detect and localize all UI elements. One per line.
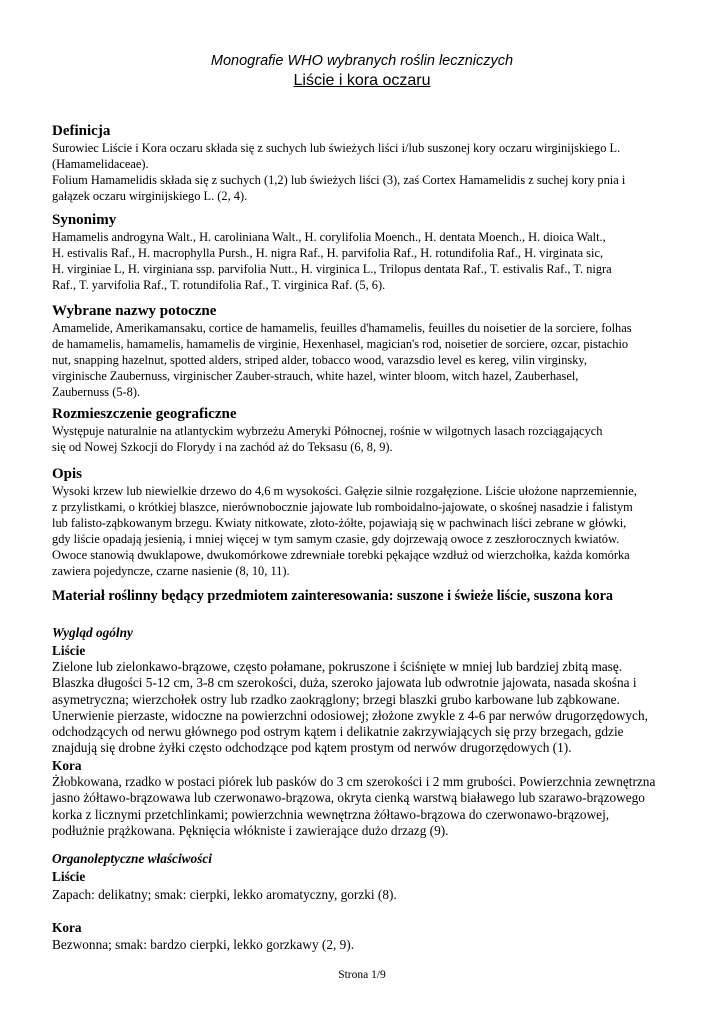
text-line: Surowiec Liście i Kora oczaru składa się z suchych lub świeżych liści i/lub suszonej kory oczaru wirginijskiego L. — [52, 141, 621, 155]
section-kora-organoleptyczne — [52, 920, 682, 953]
text-line: (Hamamelidaceae). — [52, 157, 149, 171]
text-line: Owoce stanowią dwuklapowe, dwukomórkowe zdrewniałe torebki pękające wzdłuż od wierzchołka, każda komórka — [52, 548, 630, 562]
section-heading-definicja: Definicja — [52, 123, 111, 139]
section-opis — [52, 466, 682, 579]
text-line: się od Nowej Szkocji do Florydy i na zachód aż do Teksasu (6, 8, 9). — [52, 440, 393, 454]
section-definicja — [52, 123, 682, 204]
subheading-kora: Kora — [52, 920, 82, 935]
text-line: lub falisto-ząbkowanym brzegu. Kwiaty nitkowate, złoto-żółte, pojawiają się w pachwinach liści zebrane w główki, — [52, 516, 627, 530]
text-line: Amamelide, Amerikamansaku, cortice de hamamelis, feuilles d'hamamelis, feuilles du noisetier de la sorciere, folhas — [52, 321, 632, 335]
text-line: Raf., T. yarvifolia Raf., T. rotundifolia Raf., T. virginica Raf. (5, 6). — [52, 278, 386, 292]
text-line: zawiera pojedyncze, czarne nasienie (8, 10, 11). — [52, 564, 290, 578]
page-number: Strona 1/9 — [338, 969, 386, 981]
subsection-heading-wyglad: Wygląd ogólny — [52, 625, 133, 640]
text-line: nut, snapping hazelnut, spotted alders, striped alder, tobacco wood, varazsdio level es kereg, vilin virginsky, — [52, 353, 587, 367]
section-wyglad-ogolny — [52, 625, 682, 757]
text-line: korka z licznymi przetchlinkami; powierzchnia wewnętrzna żółtawo-brązowa do czerwonawo-brązowej, — [52, 806, 610, 822]
section-nazwy-potoczne — [52, 303, 682, 400]
text-line: de hamamelis, hamamelis, hamamelis de virginie, Hexenhasel, magician's rod, noisetier de sorciere, ozcar, pistachio — [52, 337, 629, 351]
subsection-heading-organoleptyczne: Organoleptyczne właściwości — [52, 851, 212, 866]
section-heading-rozmieszczenie: Rozmieszczenie geograficzne — [52, 406, 237, 422]
text-line: Zielone lub zielonkawo-brązowe, często połamane, pokruszone i ściśnięte w mniej lub bardziej zbitą masę. — [52, 659, 623, 674]
text-line: Unerwienie pierzaste, widoczne na powierzchni odosiowej; złożone zwykle z 4-6 par nerwów drugorzędowych, — [52, 707, 648, 723]
section-text-definicja — [52, 140, 682, 204]
text-line: Zaubernuss (5-8). — [52, 385, 141, 399]
text-line: Występuje naturalnie na atlantyckim wybrzeżu Ameryki Północnej, rośnie w wilgotnych lasach rozciągających — [52, 424, 603, 438]
section-heading-synonimy: Synonimy — [52, 212, 117, 228]
text-line: gdy liście opadają jesienią, i mniej więcej w tym samym czasie, gdy dojrzewają owoce z zeszłorocznych kwiatów. — [52, 532, 620, 546]
section-text-synonimy — [52, 229, 682, 293]
subheading-liscie: Liście — [52, 869, 86, 884]
series-title: Monografie WHO wybranych roślin leczniczych — [210, 53, 514, 69]
text-line: virginische Zaubernuss, virginischer Zauber-strauch, white hazel, winter bloom, witch hazel, Zauberhasel, — [52, 369, 579, 383]
section-text-opis — [52, 483, 682, 579]
text-line: gałązek oczaru wirginijskiego L. (2, 4). — [52, 189, 248, 203]
text-line: Folium Hamamelidis składa się z suchych (1,2) lub świeżych liści (3), zaś Cortex Hamamelidis z suchej kory pnia i — [52, 173, 626, 187]
text-line: jasno żółtawo-brązowawa lub czerwonawo-brązowa, okryta cienką warstwą białawego lub szarawo-brązowego — [52, 790, 645, 806]
subheading-liscie: Liście — [52, 643, 86, 658]
page-title: Liście i kora oczaru — [293, 72, 431, 89]
section-material — [52, 588, 682, 605]
section-heading-nazwy: Wybrane nazwy potoczne — [52, 303, 217, 319]
text-line: H. virginiae L, H. virginiana ssp. parvifolia Nutt., H. virginica L., Trilopus dentata Raf., T. estivalis Raf., T. nigra — [52, 262, 612, 276]
text-line: H. estivalis Raf., H. macrophylla Pursh., H. nigra Raf., H. parvifolia Raf., H. rotundifolia Raf., H. virginata sic, — [52, 246, 604, 260]
text-line: znajdują się drobne żyłki często odchodzące pod kątem prostym od nerwów drugorzędowych (1). — [52, 740, 572, 756]
section-organoleptyczne — [52, 851, 682, 903]
text-line: z przylistkami, o krótkiej blaszce, nierównobocznie jajowate lub romboidalno-jajowate, o skośnej nasadzie i falistym — [52, 500, 633, 514]
text-line: podłużnie prążkowana. Pęknięcia włókniste i zawierające dużo drzazg (9). — [52, 822, 449, 838]
text-line: asymetryczna; wierzchołek ostry lub rzadko zaokrąglony; brzegi blaszki grubo karbowane lub ząbkowane. — [52, 691, 620, 707]
text-line: Blaszka długości 5-12 cm, 3-8 cm szerokości, duża, szeroko jajowata lub odwrotnie jajowata, nasada skośna i — [52, 675, 637, 691]
text-kora-organoleptyczne: Bezwonna; smak: bardzo cierpki, lekko gorzkawy (2, 9). — [52, 937, 355, 952]
subheading-kora: Kora — [52, 758, 82, 773]
section-text-rozmieszczenie — [52, 423, 682, 455]
section-synonimy — [52, 212, 682, 293]
section-kora-wyglad — [52, 758, 682, 839]
text-line: Wysoki krzew lub niewielkie drzewo do 4,6 m wysokości. Gałęzie silnie rozgałęzione. Liście ułożone naprzemiennie, — [52, 484, 637, 498]
text-liscie-wyglad — [52, 659, 682, 757]
section-heading-material: Materiał roślinny będący przedmiotem zainteresowania: suszone i świeże liście, suszona kora — [52, 588, 614, 604]
text-line: Żłobkowana, rzadko w postaci piórek lub pasków do 3 cm szerokości i 2 mm grubości. Powierzchnia zewnętrzna — [52, 774, 656, 789]
text-line: Hamamelis androgyna Walt., H. caroliniana Walt., H. corylifolia Moench., H. dentata Moench., H. dioica Walt., — [52, 230, 606, 244]
text-liscie-organoleptyczne: Zapach: delikatny; smak: cierpki, lekko aromatyczny, gorzki (8). — [52, 887, 397, 902]
section-text-nazwy — [52, 320, 682, 400]
section-rozmieszczenie — [52, 406, 682, 455]
text-line: odchodzących od nerwu głównego pod ostrym kątem i delikatnie zakrzywiających się przy brzegach, gdzie — [52, 724, 624, 740]
section-heading-opis: Opis — [52, 466, 83, 482]
text-kora-wyglad — [52, 774, 682, 839]
